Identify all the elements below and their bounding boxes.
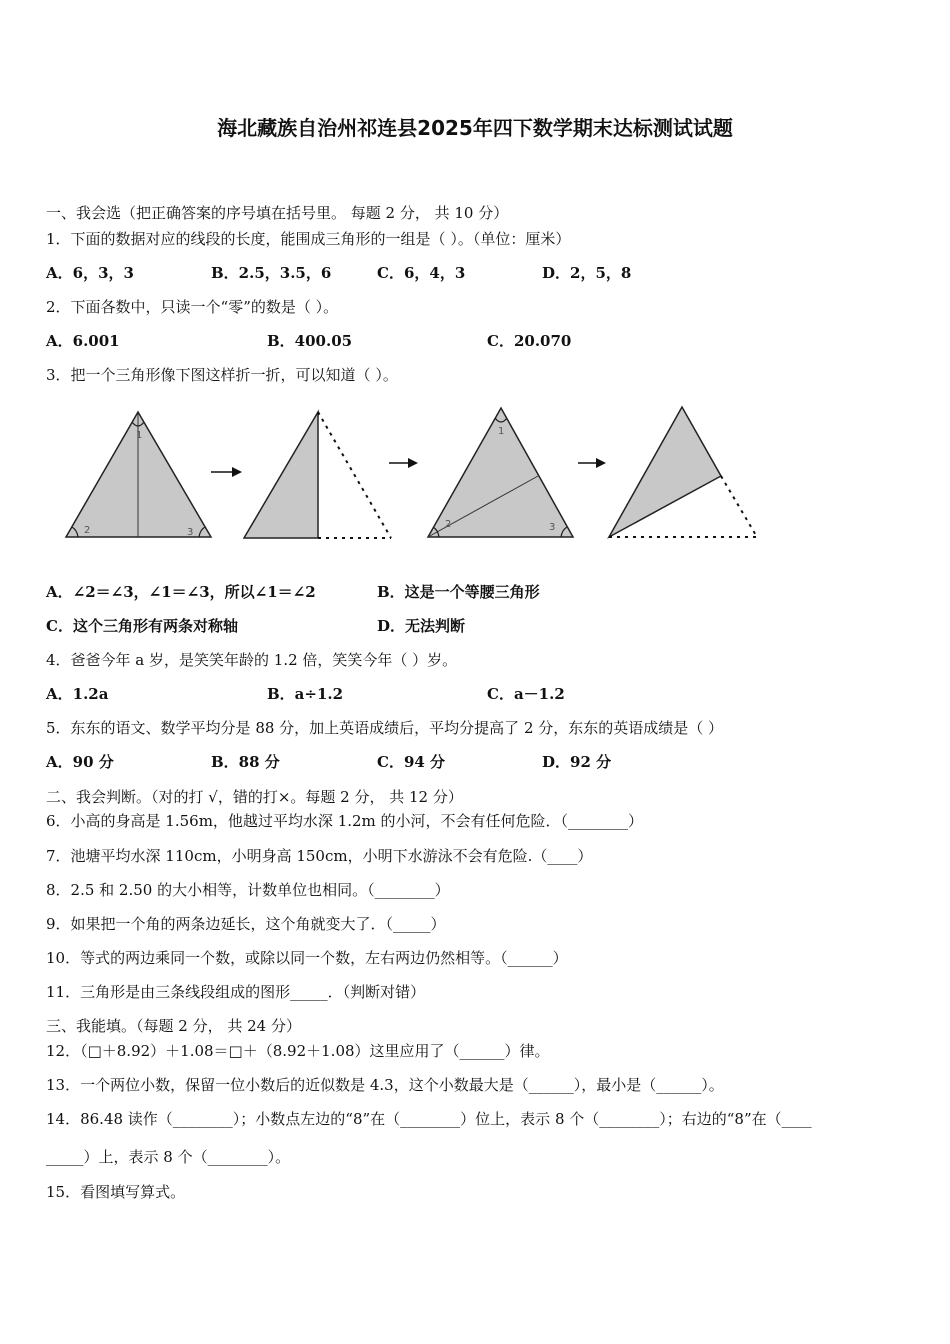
question-2: 2．下面各数中，只读一个“零”的数是（ ）。 bbox=[46, 298, 339, 316]
q1-option-d: D．2，5，8 bbox=[542, 264, 632, 282]
q2-option-b: B．400.05 bbox=[267, 332, 353, 350]
question-5: 5．东东的语文、数学平均分是 88 分，加上英语成绩后，平均分提高了 2 分，东东的英语成绩是（ ） bbox=[46, 719, 724, 737]
triangle-folding-figure bbox=[46, 400, 776, 550]
q5-option-c: C．94 分 bbox=[377, 753, 446, 771]
question-12: 12．（□＋8.92）＋1.08＝□＋（8.92＋1.08）这里应用了（______）律。 bbox=[46, 1042, 550, 1060]
q1-option-c: C．6，4，3 bbox=[377, 264, 466, 282]
figure-label-angle-3b: 3 bbox=[549, 522, 556, 533]
question-8: 8．2.5 和 2.50 的大小相等，计数单位也相同。（________） bbox=[46, 881, 450, 899]
q1-option-a: A．6，3，3 bbox=[46, 264, 134, 282]
q5-option-d: D．92 分 bbox=[542, 753, 612, 771]
figure-label-angle-1b: 1 bbox=[498, 426, 505, 437]
q5-option-b: B．88 分 bbox=[211, 753, 280, 771]
q3-option-a: A．∠2＝∠3，∠1＝∠3，所以∠1＝∠2 bbox=[46, 583, 316, 601]
q3-option-b: B．这是一个等腰三角形 bbox=[377, 583, 540, 601]
q3-option-d: D．无法判断 bbox=[377, 617, 466, 635]
question-4: 4．爸爸今年 a 岁，是笑笑年龄的 1.2 倍，笑笑今年（ ）岁。 bbox=[46, 651, 458, 669]
section-3-heading: 三、我能填。（每题 2 分， 共 24 分） bbox=[46, 1017, 301, 1035]
question-14-line-2: _____）上，表示 8 个（________）。 bbox=[46, 1148, 291, 1166]
q3-option-c: C．这个三角形有两条对称轴 bbox=[46, 617, 238, 635]
figure-label-angle-2: 2 bbox=[84, 525, 91, 536]
figure-label-angle-1: 1 bbox=[136, 430, 143, 441]
q1-option-b: B．2.5，3.5，6 bbox=[211, 264, 332, 282]
question-14-line-1: 14．86.48 读作（________）；小数点左边的“8”在（________）位上，表示 8 个（________）；右边的“8”在（____ bbox=[46, 1110, 812, 1128]
question-6: 6．小高的身高是 1.56m，他越过平均水深 1.2m 的小河，不会有任何危险．（________） bbox=[46, 812, 644, 830]
question-15: 15．看图填写算式。 bbox=[46, 1183, 186, 1201]
section-2-heading: 二、我会判断。（对的打 √，错的打×。每题 2 分， 共 12 分） bbox=[46, 788, 463, 806]
page-title: 海北藏族自治州祁连县2025年四下数学期末达标测试试题 bbox=[217, 116, 733, 140]
q4-option-c: C．a－1.2 bbox=[487, 685, 565, 703]
section-1-heading: 一、我会选（把正确答案的序号填在括号里。 每题 2 分， 共 10 分） bbox=[46, 204, 509, 222]
question-7: 7．池塘平均水深 110cm，小明身高 150cm，小明下水游泳不会有危险.（____） bbox=[46, 847, 593, 865]
figure-label-angle-2b: 2 bbox=[445, 519, 452, 530]
q2-option-a: A．6.001 bbox=[46, 332, 120, 350]
question-1: 1．下面的数据对应的线段的长度，能围成三角形的一组是（ ）。（单位：厘米） bbox=[46, 230, 571, 248]
q2-option-c: C．20.070 bbox=[487, 332, 572, 350]
question-10: 10．等式的两边乘同一个数，或除以同一个数，左右两边仍然相等。（______） bbox=[46, 949, 568, 967]
question-11: 11．三角形是由三条线段组成的图形_____．（判断对错） bbox=[46, 983, 426, 1001]
question-9: 9．如果把一个角的两条边延长，这个角就变大了．（_____） bbox=[46, 915, 446, 933]
question-13: 13．一个两位小数，保留一位小数后的近似数是 4.3，这个小数最大是（______），最小是（______）。 bbox=[46, 1076, 724, 1094]
q4-option-b: B．a÷1.2 bbox=[267, 685, 344, 703]
figure-label-angle-3: 3 bbox=[187, 527, 194, 538]
q5-option-a: A．90 分 bbox=[46, 753, 114, 771]
question-3: 3．把一个三角形像下图这样折一折，可以知道（ ）。 bbox=[46, 366, 398, 384]
q4-option-a: A．1.2a bbox=[46, 685, 109, 703]
